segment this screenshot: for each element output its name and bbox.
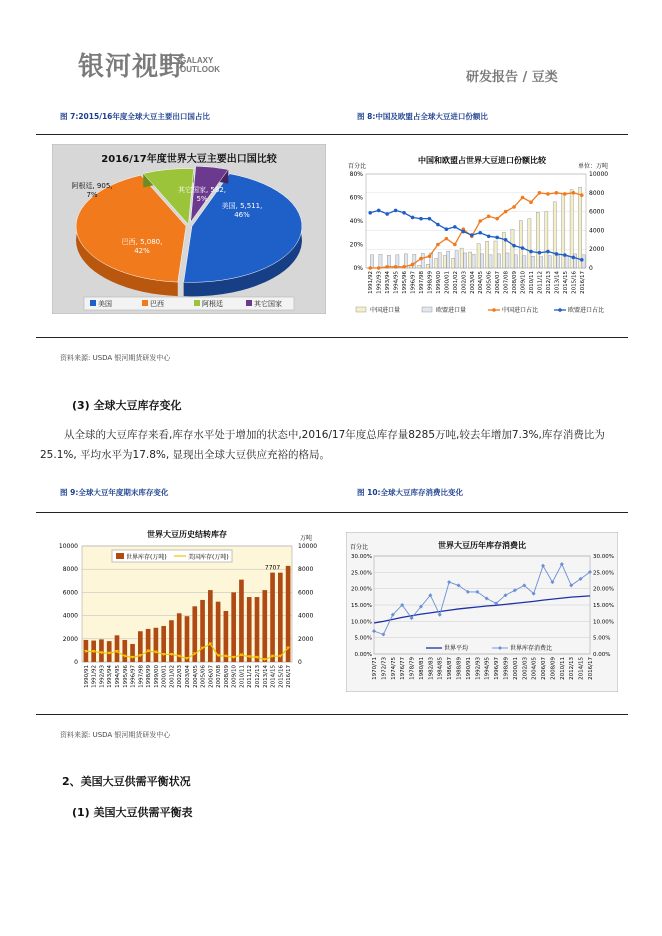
chart2-point — [453, 243, 457, 247]
chart2-xlabel: 2004/05 — [478, 271, 485, 294]
chart3-legend-label: 世界库存(万吨) — [126, 554, 167, 561]
chart3-xlabel: 1998/99 — [146, 665, 153, 688]
chart2-point — [470, 233, 474, 237]
chart4-xlabel: 1976/77 — [400, 657, 407, 680]
chart2-bar-china — [545, 212, 548, 268]
chart2-point — [428, 217, 432, 221]
chart3-ltick: 10000 — [58, 543, 78, 550]
chart3-xlabel: 2016/17 — [286, 665, 293, 688]
chart2-bar-eu — [548, 256, 551, 268]
chart3-xlabel: 1991/92 — [91, 665, 98, 688]
chart2-bar-eu — [379, 254, 382, 268]
chart2-xlabel: 2016/17 — [579, 271, 586, 294]
chart2-point — [521, 246, 525, 250]
chart3-bar — [107, 641, 112, 662]
chart2-point — [445, 237, 449, 241]
chart3-bar — [154, 628, 159, 662]
chart2-bar-china — [418, 265, 421, 268]
import-share-chart — [346, 152, 618, 324]
chart3-ltick: 0 — [74, 659, 78, 666]
chart3-legend-label: 美国库存(万吨) — [188, 554, 229, 561]
fig9-title: 图 9:全球大豆年度期末库存变化 — [60, 488, 169, 497]
chart4-ltick: 20.00% — [351, 586, 372, 593]
chart3-xlabel: 1992/93 — [99, 665, 106, 688]
chart2-xlabel: 2008/09 — [512, 271, 519, 294]
chart2-point — [385, 265, 389, 269]
chart3-rtick: 2000 — [298, 635, 314, 643]
chart2-bar-china — [435, 259, 438, 268]
chart3-xlabel: 2007/08 — [216, 665, 223, 688]
chart2-point — [377, 209, 381, 213]
chart2-bar-china — [494, 241, 497, 268]
chart3-bar — [185, 616, 190, 662]
chart2-xlabel: 1997/98 — [419, 271, 425, 294]
chart3-xlabel: 2004/05 — [192, 665, 199, 688]
chart4-legend-label: 世界库存消费比 — [510, 645, 553, 652]
chart3-rtick: 4000 — [298, 612, 314, 620]
chart4-xlabel: 1994/95 — [484, 657, 491, 680]
chart3-xlabel: 2010/11 — [239, 665, 246, 688]
chart3-xlabel: 2006/07 — [208, 665, 215, 688]
chart2-point — [462, 230, 466, 234]
chart4-rtick: 30.00% — [593, 554, 614, 560]
chart2-xlabel: 1996/97 — [410, 271, 417, 294]
chart2-point — [411, 216, 415, 220]
chart3-bar — [122, 640, 127, 662]
chart2-bar-eu — [489, 255, 492, 268]
chart2-bar-eu — [531, 256, 534, 268]
source-note: 资料来源: USDA 银河期货研发中心 — [60, 354, 171, 362]
chart4-ltick: 25.00% — [351, 570, 372, 577]
chart2-rtick: 8000 — [589, 189, 605, 197]
chart3-xlabel: 1994/95 — [115, 665, 121, 688]
chart2-bar-china — [562, 194, 565, 268]
chart3-xlabel: 2009/10 — [231, 665, 238, 688]
chart3-ltick: 8000 — [62, 566, 78, 574]
chart2-point — [385, 212, 389, 216]
chart2-legend-label: 中国进口量 — [370, 307, 401, 314]
fig10-title: 图 10:全球大豆库存消费比变化 — [357, 488, 464, 497]
chart2-bar-china — [443, 256, 446, 268]
chart4-xlabel: 1978/79 — [409, 657, 416, 680]
chart3-xlabel: 2012/13 — [255, 665, 261, 688]
chart4-xlabel: 1988/89 — [456, 657, 463, 680]
chart2-point — [572, 256, 576, 260]
chart2-bar-china — [485, 241, 488, 268]
chart4-ltick: 15.00% — [351, 603, 372, 609]
chart2-xlabel: 1998/99 — [427, 271, 434, 294]
chart4-xlabel: 1984/85 — [437, 657, 444, 680]
chart2-point — [563, 192, 567, 196]
pie-legend-label-0: 美国 — [98, 300, 112, 308]
chart2-line-3 — [370, 210, 582, 259]
chart2-point — [504, 238, 508, 242]
pie-legend-swatch-2 — [194, 300, 200, 306]
chart2-point — [529, 200, 533, 204]
chart2-point — [445, 227, 449, 231]
chart2-point — [546, 250, 550, 254]
chart4-legend-label: 世界平均 — [444, 645, 469, 652]
chart2-bar-china — [553, 202, 556, 268]
chart4-xlabel: 2016/17 — [588, 657, 594, 680]
chart4-xlabel: 1972/73 — [381, 657, 388, 680]
chart3-xlabel: 2008/09 — [223, 665, 230, 688]
fig7-title: 图 7:2015/16年度全球大豆主要出口国占比 — [60, 112, 210, 121]
chart2-bar-eu — [463, 253, 466, 268]
chart2-bar-eu — [370, 255, 373, 268]
chart2-bar-eu — [565, 255, 568, 268]
chart2-bar-china — [426, 264, 429, 268]
chart2-point — [394, 209, 398, 213]
logo-english — [180, 56, 220, 74]
pie-legend — [84, 297, 294, 310]
pie-title: 2016/17年度世界大豆主要出口国比较 — [101, 154, 277, 165]
chart4-xlabel: 2000/01 — [512, 657, 519, 680]
chart4-rtick: 25.00% — [593, 570, 614, 577]
chart2-legend-label: 欧盟进口占比 — [568, 307, 605, 314]
stock-ratio-chart — [346, 532, 618, 692]
chart2-bar-eu — [472, 254, 475, 268]
chart3-ltick: 2000 — [62, 635, 78, 643]
chart4-xlabel: 1970/71 — [372, 657, 378, 680]
chart3-annotation: 7707 — [264, 564, 281, 572]
chart3-xlabel: 2015/16 — [278, 665, 285, 688]
chart2-ltick: 20% — [349, 241, 363, 249]
chart3-ltick: 4000 — [62, 612, 78, 620]
source-note: 资料来源: USDA 银河期货研发中心 — [60, 731, 171, 739]
chart4-rtick: 0.00% — [593, 652, 611, 658]
chart3-bar — [208, 590, 213, 662]
chart3-xlabel: 1995/96 — [122, 665, 129, 688]
chart3-xlabel: 1999/00 — [153, 665, 160, 688]
chart3-xlabel: 2014/15 — [270, 665, 277, 688]
chart2-xlabel: 1995/96 — [402, 271, 409, 294]
chart3-bar — [224, 611, 229, 662]
chart2-bar-eu — [540, 257, 543, 268]
chart2-bar-china — [469, 252, 472, 268]
chart3-bar — [146, 629, 151, 662]
chart2-ltick: 0% — [353, 265, 363, 272]
chart3-xlabel: 2011/12 — [247, 665, 254, 688]
chart2-point — [428, 254, 432, 258]
chart2-point — [419, 217, 423, 221]
chart2-point — [402, 265, 406, 269]
chart3-bar — [177, 613, 182, 662]
chart4-xlabel: 1980/81 — [418, 657, 425, 680]
chart4-left-label: 百分比 — [350, 544, 369, 551]
chart3-bar — [200, 600, 205, 662]
chart4-rtick: 15.00% — [593, 603, 614, 609]
section-2-1-heading: (1) 美国大豆供需平衡表 — [72, 806, 193, 819]
chart3-bar — [278, 573, 283, 662]
chart2-xlabel: 2014/15 — [562, 271, 569, 294]
chart3-legend-swatch — [116, 553, 124, 559]
chart2-bar-china — [502, 232, 505, 268]
chart3-rtick: 6000 — [298, 589, 314, 597]
chart2-ltick: 40% — [349, 218, 363, 225]
chart2-xlabel: 2007/08 — [503, 271, 510, 294]
chart2-xlabel: 2010/11 — [529, 271, 535, 294]
chart2-point — [521, 196, 525, 200]
chart4-xlabel: 1990/91 — [465, 657, 472, 680]
chart3-xlabel: 2000/01 — [161, 665, 168, 688]
pie-label-3: 其它国家, 582, 5% — [177, 186, 227, 203]
chart2-point — [402, 211, 406, 215]
chart2-point — [546, 192, 550, 196]
chart2-legend-marker — [492, 308, 496, 312]
chart2-point — [580, 193, 584, 197]
chart2-left-label: 百分比 — [348, 163, 367, 170]
pie-chart — [52, 144, 326, 314]
chart3-bar — [130, 644, 135, 662]
chart2-rtick: 10000 — [589, 171, 609, 178]
chart2-point — [504, 210, 508, 214]
chart3-right-label: 万吨 — [300, 535, 313, 542]
chart2-bar-eu — [514, 255, 517, 268]
chart3-xlabel: 2013/14 — [262, 665, 269, 688]
chart2-title: 中国和欧盟占世界大豆进口份额比较 — [418, 156, 546, 165]
chart2-point — [411, 263, 415, 267]
chart3-rtick: 8000 — [298, 566, 314, 574]
chart3-bar — [270, 573, 275, 662]
chart2-xlabel: 2009/10 — [520, 271, 527, 294]
chart2-bar-china — [528, 219, 531, 268]
chart2-bar-eu — [557, 255, 560, 268]
chart2-rtick: 0 — [589, 265, 593, 272]
chart2-bar-eu — [455, 251, 458, 268]
chart3-bar — [262, 590, 267, 662]
chart2-point — [555, 191, 559, 195]
logo-text: 银河视野 — [78, 52, 187, 82]
chart2-xlabel: 2012/13 — [545, 271, 552, 294]
chart2-point — [563, 253, 567, 257]
chart3-bar — [231, 592, 236, 662]
chart2-xlabel: 2011/12 — [537, 271, 544, 294]
divider — [36, 512, 628, 513]
stock-chart — [44, 528, 334, 693]
chart2-legend-swatch — [422, 307, 432, 312]
chart4-xlabel: 2010/11 — [559, 657, 566, 680]
chart2-legend-swatch — [356, 307, 366, 312]
chart3-xlabel: 1990/91 — [83, 665, 90, 688]
chart2-point — [538, 191, 542, 195]
chart3-xlabel: 1997/98 — [138, 665, 145, 688]
fig8-title: 图 8:中国及欧盟占全球大豆进口份额比 — [357, 112, 488, 121]
chart3-xlabel: 1996/97 — [130, 665, 137, 688]
chart2-xlabel: 2001/02 — [452, 271, 459, 294]
chart3-bar — [161, 626, 166, 662]
chart2-point — [495, 236, 499, 240]
chart2-bar-eu — [438, 252, 441, 268]
chart2-point — [368, 211, 372, 215]
logo-en-line2: OUTLOOK — [180, 65, 220, 74]
chart2-xlabel: 2015/16 — [571, 271, 578, 294]
chart2-point — [419, 257, 423, 261]
pie-label-0: 美国, 5,511, 46% — [221, 202, 263, 219]
chart4-xlabel: 1992/93 — [475, 657, 482, 680]
chart2-point — [478, 231, 482, 235]
chart2-point — [512, 244, 516, 248]
report-type: 研发报告 / 豆类 — [466, 70, 558, 85]
chart3-bar — [138, 631, 143, 662]
chart4-xlabel: 1996/97 — [494, 657, 501, 680]
chart3-bar — [239, 580, 244, 662]
chart4-xlabel: 2004/05 — [531, 657, 538, 680]
chart3-bar — [115, 635, 120, 662]
chart4-xlabel: 2002/03 — [522, 657, 529, 680]
chart2-xlabel: 2013/14 — [554, 271, 561, 294]
pie-label-1: 巴西, 5,080, 42% — [121, 238, 163, 255]
chart2-xlabel: 1991/92 — [368, 271, 375, 294]
chart2-bar-china — [536, 212, 539, 268]
chart2-point — [394, 265, 398, 269]
chart2-bar-china — [519, 221, 522, 268]
pie-legend-label-1: 巴西 — [150, 300, 164, 308]
chart4-xlabel: 1986/87 — [447, 657, 454, 680]
chart2-rtick: 4000 — [589, 227, 605, 235]
chart2-legend-label: 中国进口占比 — [502, 307, 539, 314]
chart2-xlabel: 2006/07 — [495, 271, 502, 294]
chart2-bar-china — [511, 229, 514, 268]
chart3-bar — [247, 597, 252, 662]
chart2-xlabel: 1999/00 — [435, 271, 442, 294]
chart2-bar-eu — [506, 253, 509, 268]
chart2-point — [538, 251, 542, 255]
chart2-point — [580, 258, 584, 262]
chart4-xlabel: 2008/09 — [550, 657, 557, 680]
chart3-title: 世界大豆历史结转库存 — [147, 530, 227, 539]
chart2-point — [436, 223, 440, 227]
chart2-xlabel: 1993/94 — [385, 271, 392, 294]
logo-en-line1: GALAXY — [180, 56, 214, 65]
chart4-xlabel: 2012/13 — [569, 657, 576, 680]
chart2-point — [572, 191, 576, 195]
pie-label-2: 阿根廷, 905, 7% — [71, 182, 113, 199]
chart2-rtick: 2000 — [589, 246, 605, 254]
chart2-bar-china — [452, 258, 455, 268]
pie-legend-label-2: 阿根廷 — [202, 300, 223, 308]
chart2-legend-label: 欧盟进口量 — [436, 307, 467, 314]
chart3-ltick: 6000 — [62, 589, 78, 597]
chart2-bar-china — [477, 244, 480, 268]
chart4-rtick: 20.00% — [593, 586, 614, 593]
chart2-xlabel: 1992/93 — [376, 271, 383, 294]
chart2-point — [368, 266, 372, 270]
chart2-legend-marker — [558, 308, 562, 312]
divider — [36, 134, 628, 135]
chart3-xlabel: 2001/02 — [169, 665, 176, 688]
chart2-bar-eu — [497, 254, 500, 268]
chart2-xlabel: 1994/95 — [393, 271, 400, 294]
chart3-xlabel: 2002/03 — [177, 665, 184, 688]
chart4-title: 世界大豆历年库存消费比 — [438, 541, 526, 550]
chart2-xlabel: 2000/01 — [444, 271, 451, 294]
chart4-xlabel: 2014/15 — [578, 657, 585, 680]
chart2-right-label: 单位：万吨 — [578, 163, 609, 170]
pie-legend-swatch-1 — [142, 300, 148, 306]
divider — [36, 337, 628, 338]
chart2-xlabel: 2003/04 — [469, 271, 476, 294]
chart2-bar-eu — [523, 256, 526, 268]
chart3-xlabel: 2005/06 — [200, 665, 207, 688]
chart4-rtick: 10.00% — [593, 619, 614, 626]
chart4-rtick: 5.00% — [593, 635, 611, 642]
chart2-point — [487, 234, 491, 238]
chart2-bar-eu — [447, 251, 450, 268]
chart2-point — [377, 266, 381, 270]
chart2-bar-eu — [480, 254, 483, 268]
divider — [36, 714, 628, 715]
chart3-rtick: 10000 — [298, 543, 318, 550]
chart3-bar — [99, 639, 104, 662]
pie-legend-swatch-0 — [90, 300, 96, 306]
chart2-point — [478, 219, 482, 223]
chart2-ltick: 60% — [349, 194, 363, 202]
section-2-heading: 2、美国大豆供需平衡状况 — [62, 775, 191, 788]
chart4-xlabel: 1998/99 — [503, 657, 510, 680]
chart2-bar-eu — [421, 253, 424, 268]
chart2-xlabel: 2005/06 — [486, 271, 493, 294]
chart3-rtick: 0 — [298, 659, 302, 666]
section-3-heading: (3) 全球大豆库存变化 — [72, 399, 182, 412]
chart2-xlabel: 2002/03 — [461, 271, 468, 294]
pie-legend-swatch-3 — [246, 300, 252, 306]
chart3-xlabel: 1993/94 — [107, 665, 114, 688]
chart4-xlabel: 1982/83 — [428, 657, 435, 680]
chart4-ltick: 10.00% — [351, 619, 372, 626]
chart2-point — [529, 250, 533, 254]
chart3-xlabel: 2003/04 — [185, 665, 191, 688]
chart4-ltick: 0.00% — [354, 652, 372, 658]
chart3-bar — [255, 597, 260, 662]
paragraph: 从全球的大豆库存来看,库存水平处于增加的状态中,2016/17年度总库存量8285万吨,较去年增加7.3%,库存消费比为25.1%, 平均水平为17.8%, 显现出全球大豆供应充裕的格局。 — [40, 429, 605, 461]
pie-legend-label-3: 其它国家 — [254, 300, 282, 308]
chart2-rtick: 6000 — [589, 208, 605, 216]
chart2-bar-china — [579, 187, 582, 268]
chart2-ltick: 80% — [349, 171, 363, 178]
chart4-ltick: 30.00% — [351, 554, 372, 560]
chart4-xlabel: 2006/07 — [541, 657, 548, 680]
chart2-point — [512, 205, 516, 209]
chart2-point — [453, 225, 457, 229]
chart2-point — [436, 243, 440, 247]
chart2-point — [495, 217, 499, 221]
chart4-xlabel: 1974/75 — [390, 657, 397, 680]
chart4-ltick: 5.00% — [354, 635, 372, 642]
chart2-bar-china — [460, 248, 463, 268]
chart2-point — [555, 252, 559, 256]
chart2-point — [487, 215, 491, 219]
